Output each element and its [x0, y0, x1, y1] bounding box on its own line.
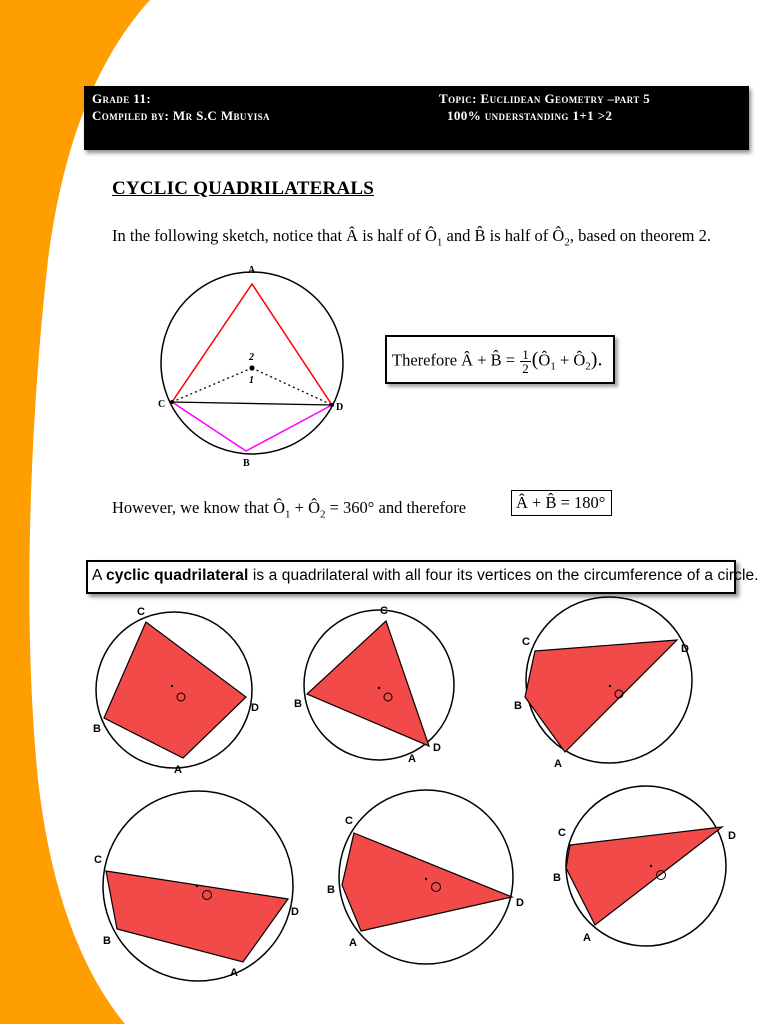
- plus-sign: +: [555, 350, 574, 370]
- o2-symbol: Ô: [552, 226, 565, 245]
- example-quad: [566, 827, 722, 925]
- paren-open: (: [531, 348, 539, 371]
- label-d: D: [291, 906, 299, 918]
- o2-subscript: 2: [564, 236, 570, 249]
- result-equation: Â + B̂ = 180°: [516, 493, 606, 512]
- therefore-equation: [392, 348, 602, 375]
- centre-dot: [425, 878, 427, 880]
- grade-label: Grade 11:: [92, 91, 152, 106]
- centre-dot: [378, 687, 380, 689]
- example-quad: [104, 622, 246, 758]
- compiled-by-label: Compiled by: Mr S.C Mbuyisa: [92, 108, 270, 123]
- therefore-box: [385, 335, 615, 384]
- label-c: C: [137, 606, 145, 618]
- example-1: [93, 606, 259, 776]
- example-quad: [106, 871, 288, 962]
- label-a: A: [230, 967, 238, 979]
- label-b: B: [93, 723, 101, 735]
- definition-post: is a quadrilateral with all four its vertices on the circumference of a circle.: [248, 567, 759, 584]
- label-c: C: [345, 815, 353, 827]
- example-quad: [342, 833, 512, 931]
- intro-text-1: In the following sketch, notice that: [112, 226, 347, 245]
- label-a: A: [583, 932, 591, 944]
- intro-text-5: , based on theorem 2.: [569, 226, 711, 245]
- label-c: C: [522, 636, 530, 648]
- example-5: [327, 790, 524, 964]
- label-angle-2: 2: [249, 352, 254, 363]
- tagline-label: 100% understanding 1+1 >2: [447, 108, 613, 123]
- label-b: B: [327, 884, 335, 896]
- subscript-1: 1: [550, 360, 556, 373]
- definition-box: [86, 560, 759, 594]
- label-a: A: [248, 265, 256, 276]
- centre-dot: [171, 685, 173, 687]
- o1-symbol: Ô: [424, 226, 437, 245]
- however-text-1: However, we know that: [112, 498, 274, 517]
- example-6: [553, 786, 736, 946]
- o-symbol-1: Ô: [538, 350, 551, 370]
- subscript-2: 2: [320, 508, 326, 521]
- example-4: [94, 791, 299, 981]
- label-c: C: [158, 399, 166, 410]
- section-title: CYCLIC QUADRILATERALS: [112, 178, 374, 199]
- o-symbol-2: Ô: [308, 498, 320, 517]
- label-d: D: [336, 402, 344, 413]
- label-b: B: [103, 935, 111, 947]
- label-d: D: [516, 897, 524, 909]
- topic-label: Topic: Euclidean Geometry –part 5: [439, 91, 651, 106]
- label-a: A: [349, 937, 357, 949]
- label-c: C: [94, 854, 102, 866]
- upper-triangle: [172, 284, 332, 405]
- chord-cd: [172, 402, 332, 405]
- label-d: D: [251, 702, 259, 714]
- main-circle-diagram: [158, 265, 343, 469]
- label-a: A: [408, 753, 416, 765]
- subscript-1: 1: [285, 508, 291, 521]
- centre-dot: [249, 365, 254, 370]
- intro-text-2: is half of: [358, 226, 425, 245]
- intro-text-3: and: [442, 226, 475, 245]
- header-banner: [84, 86, 749, 150]
- plus-sign: +: [290, 498, 309, 517]
- label-b: B: [514, 700, 522, 712]
- fraction-numerator: 1: [522, 347, 529, 362]
- therefore-word: Therefore: [392, 350, 462, 370]
- however-text-2: = 360° and therefore: [325, 498, 467, 517]
- example-quad: [307, 621, 429, 746]
- intro-sentence: [112, 226, 711, 248]
- o-symbol-2: Ô: [573, 350, 586, 370]
- fraction-half: [520, 348, 531, 375]
- label-d: D: [681, 643, 689, 655]
- fraction-denominator: 2: [522, 361, 529, 376]
- example-3: [514, 597, 692, 770]
- paren-close: ).: [590, 348, 603, 371]
- label-d: D: [433, 742, 441, 754]
- result-box: [511, 490, 612, 516]
- example-2: [294, 605, 454, 765]
- label-b: B: [553, 872, 561, 884]
- label-b: B: [294, 698, 302, 710]
- vertex-d-dot: [330, 403, 334, 407]
- vertex-c-dot: [170, 400, 174, 404]
- label-b: B: [243, 458, 250, 469]
- a-hat-symbol: Â: [346, 226, 359, 245]
- label-a: A: [174, 764, 182, 776]
- label-c: C: [558, 827, 566, 839]
- definition-text: [92, 567, 759, 585]
- centre-dot: [650, 865, 652, 867]
- intro-text-4: is half of: [485, 226, 553, 245]
- subscript-2: 2: [585, 360, 591, 373]
- label-d: D: [728, 830, 736, 842]
- definition-pre: A: [92, 567, 106, 584]
- b-hat-symbol: B̂: [474, 226, 486, 245]
- main-circle: [161, 272, 343, 454]
- centre-dot: [196, 885, 198, 887]
- label-angle-1: 1: [249, 375, 254, 386]
- therefore-lhs: Â + B̂ =: [461, 350, 516, 370]
- lower-path: [172, 402, 332, 451]
- definition-term: cyclic quadrilateral: [106, 567, 249, 584]
- centre-dot: [609, 685, 611, 687]
- label-c: C: [380, 605, 388, 617]
- o1-subscript: 1: [436, 236, 443, 249]
- however-sentence: [112, 498, 466, 520]
- label-a: A: [554, 758, 562, 770]
- o-symbol-1: Ô: [273, 498, 286, 517]
